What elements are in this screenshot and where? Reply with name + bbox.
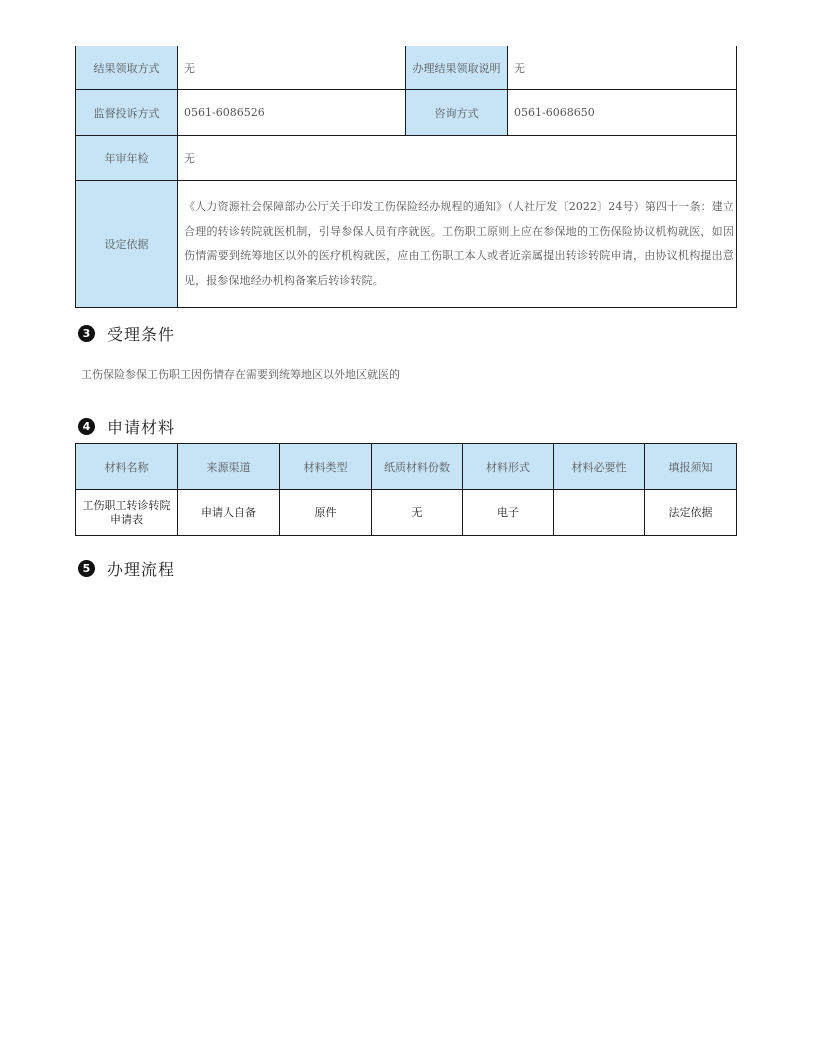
result-method-value: 无 <box>178 46 406 90</box>
section-number-badge: 4 <box>78 418 95 435</box>
consult-phone: 0561-6068650 <box>508 90 737 136</box>
table-header-row <box>76 444 737 490</box>
section-title: 办理流程 <box>107 560 176 579</box>
column-header: 材料名称 <box>76 444 178 490</box>
column-header: 填报须知 <box>645 444 737 490</box>
material-copies-cell: 无 <box>372 490 463 536</box>
section-title: 受理条件 <box>107 325 176 344</box>
section-materials-heading <box>78 415 175 438</box>
table-row <box>76 90 737 136</box>
section-title: 申请材料 <box>107 418 176 437</box>
table-row <box>76 181 737 308</box>
section-number-badge: 3 <box>78 325 95 342</box>
material-type-cell: 原件 <box>280 490 372 536</box>
annual-review-label: 年审年检 <box>76 136 178 181</box>
material-form-cell: 电子 <box>463 490 554 536</box>
material-source-cell: 申请人自备 <box>178 490 280 536</box>
section-process-heading <box>78 557 175 580</box>
acceptance-condition-text: 工伤保险参保工伤职工因伤情存在需要到统筹地区以外地区就医的 <box>81 368 400 381</box>
result-note-value: 无 <box>508 46 737 90</box>
column-header: 材料形式 <box>463 444 554 490</box>
section-acceptance-heading <box>78 322 175 345</box>
complaint-label: 监督投诉方式 <box>76 90 178 136</box>
materials-table <box>75 443 737 536</box>
column-header: 纸质材料份数 <box>372 444 463 490</box>
section-number-badge: 5 <box>78 560 95 577</box>
column-header: 来源渠道 <box>178 444 280 490</box>
material-notes-cell: 法定依据 <box>645 490 737 536</box>
legal-basis-label: 设定依据 <box>76 181 178 308</box>
annual-review-value: 无 <box>178 136 737 181</box>
consult-label: 咨询方式 <box>406 90 508 136</box>
result-note-label: 办理结果领取说明 <box>406 46 508 90</box>
material-necessity-cell <box>554 490 645 536</box>
table-row <box>76 136 737 181</box>
column-header: 材料类型 <box>280 444 372 490</box>
table-row <box>76 46 737 90</box>
legal-basis-text: 《人力资源社会保障部办公厅关于印发工伤保险经办规程的通知》（人社厅发〔2022〕24号）第四十一条：建立合理的转诊转院就医机制，引导参保人员有序就医。工伤职工原则上应在参保地的工伤保险协议机构就医，如因伤情需要到统筹地区以外的医疗机构就医，应由工伤职工本人或者近亲属提出转诊转院申请，由协议机构提出意见，报参保地经办机构备案后转诊转院。 <box>178 181 737 308</box>
table-row <box>76 490 737 536</box>
material-name-cell: 工伤职工转诊转院申请表 <box>76 490 178 536</box>
column-header: 材料必要性 <box>554 444 645 490</box>
info-table <box>75 46 737 308</box>
complaint-phone: 0561-6086526 <box>178 90 406 136</box>
result-method-label: 结果领取方式 <box>76 46 178 90</box>
